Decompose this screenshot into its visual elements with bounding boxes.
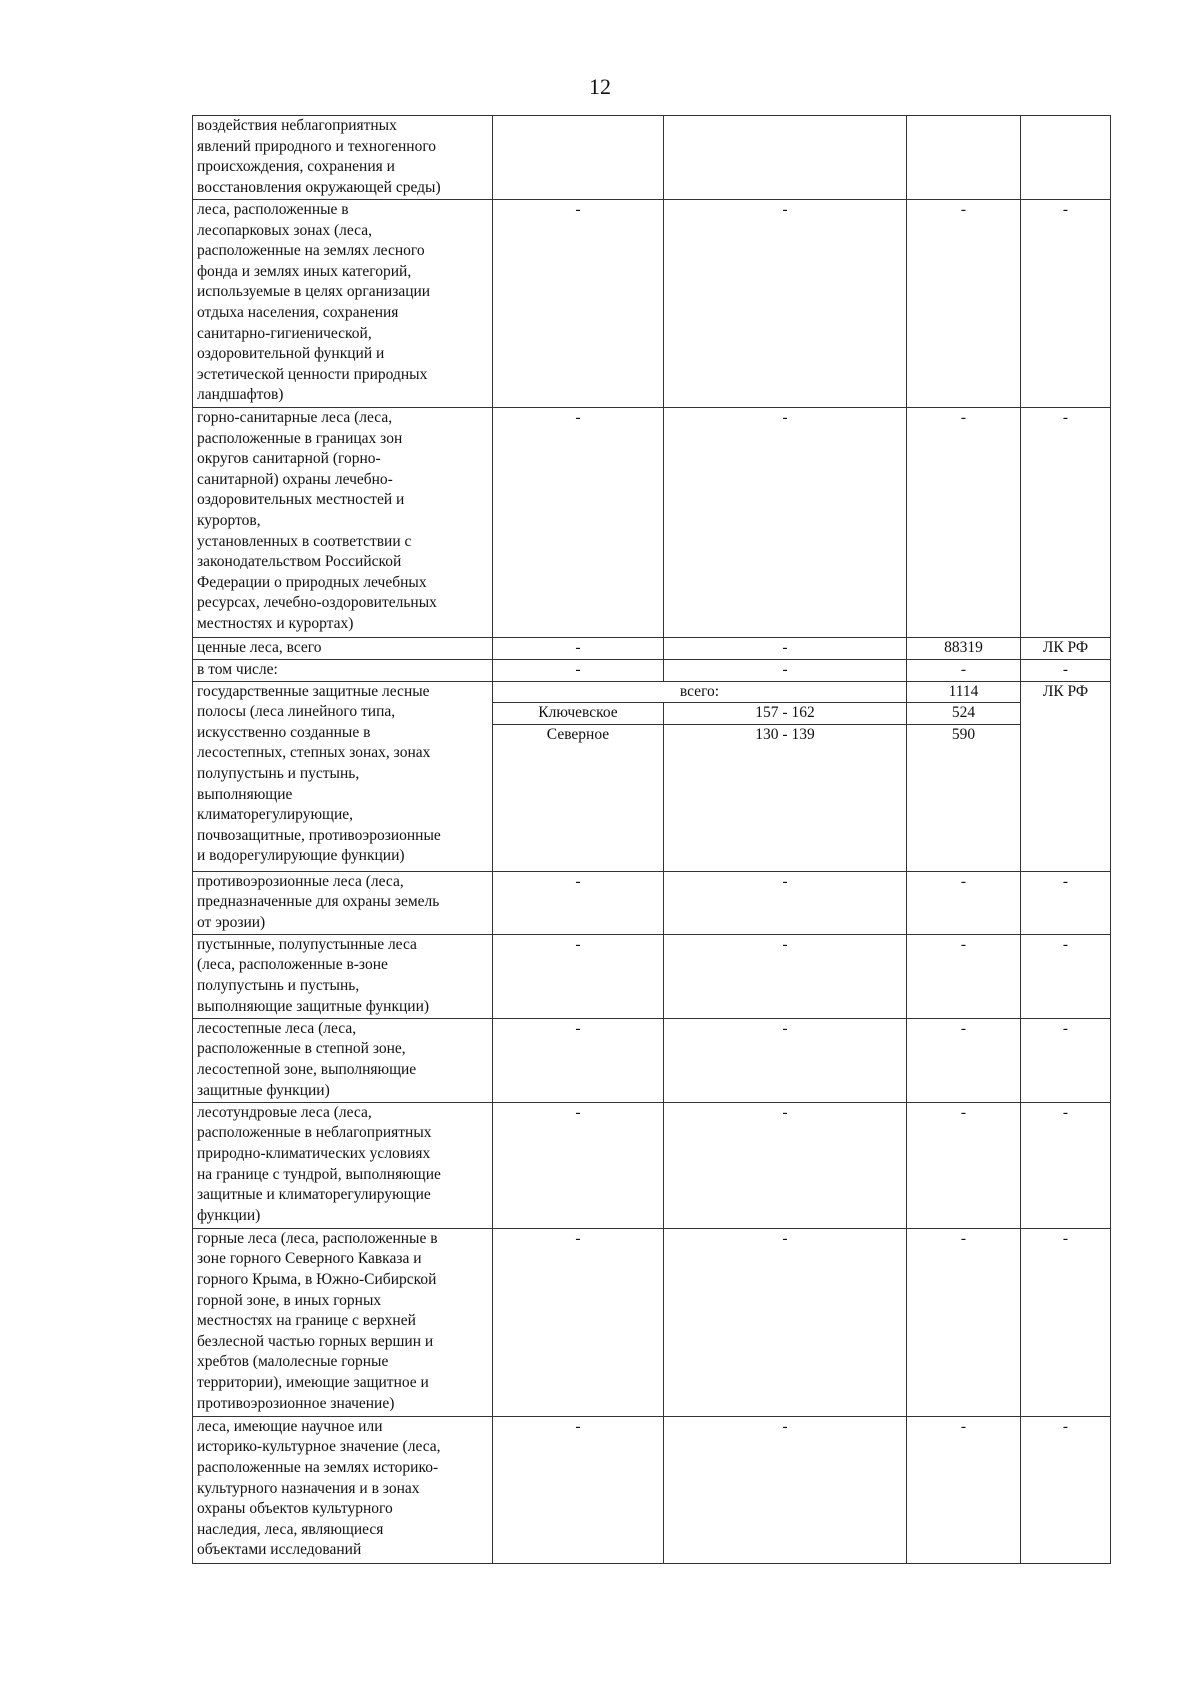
area-cell: 88319 [907, 638, 1021, 660]
forestry-cell: - [493, 1228, 664, 1416]
basis-cell [1021, 116, 1111, 200]
forestry-cell: - [493, 871, 664, 934]
quarters-cell: - [664, 871, 907, 934]
area-cell: - [907, 1018, 1021, 1102]
area-cell [907, 116, 1021, 200]
forestry-cell: - [493, 200, 664, 408]
area-cell: - [907, 871, 1021, 934]
table-row [193, 408, 1111, 638]
total-label: всего: [493, 681, 907, 703]
forestry-cell [493, 116, 664, 200]
table-row [193, 1102, 1111, 1228]
category-name: государственные защитные лесные полосы (леса линейного типа, искусственно созданные в лесостепных, степных зонах, зонах полупустынь и пустынь, выполняющие климаторегулирующие, почвозащитные, противоэрозионные и водорегулирующие функции) [193, 681, 493, 871]
quarters-cell: - [664, 200, 907, 408]
quarters-cell: 157 - 162 [664, 703, 907, 725]
area-cell: - [907, 1416, 1021, 1563]
area-cell: - [907, 934, 1021, 1018]
basis-cell: - [1021, 200, 1111, 408]
table-row [193, 660, 1111, 682]
quarters-cell: - [664, 660, 907, 682]
category-name: горно-санитарные леса (леса, расположенные в границах зон округов санитарной (горно- санитарной) охраны лечебно- оздоровительных местностей и курортов, установленных в соответствии с законодательством Российской Федерации о природных лечебных ресурсах, лечебно-оздоровительных местностях и курортах) [193, 408, 493, 638]
quarters-cell: 130 - 139 [664, 724, 907, 745]
area-cell: - [907, 408, 1021, 638]
forestry-cell: - [493, 1018, 664, 1102]
basis-cell: ЛК РФ [1021, 638, 1111, 660]
table-row [193, 116, 1111, 200]
table-row [193, 638, 1111, 660]
basis-cell: - [1021, 660, 1111, 682]
forestry-cell: Северное [493, 724, 664, 745]
category-name: пустынные, полупустынные леса (леса, расположенные в-зоне полупустынь и пустынь, выполняющие защитные функции) [193, 934, 493, 1018]
quarters-cell [664, 116, 907, 200]
area-cell: - [907, 1228, 1021, 1416]
quarters-cell: - [664, 408, 907, 638]
quarters-cell: - [664, 638, 907, 660]
quarters-cell: - [664, 934, 907, 1018]
quarters-cell: - [664, 1416, 907, 1563]
category-name: леса, расположенные в лесопарковых зонах (леса, расположенные на землях лесного фонда и землях иных категорий, используемые в целях организации отдыха населения, сохранения санитарно-гигиенической, оздоровительной функций и эстетической ценности природных ландшафтов) [193, 200, 493, 408]
area-cell: 524 [907, 703, 1021, 725]
category-name: противоэрозионные леса (леса, предназначенные для охраны земель от эрозии) [193, 871, 493, 934]
basis-cell: - [1021, 1228, 1111, 1416]
empty-cell [493, 745, 664, 871]
category-name: горные леса (леса, расположенные в зоне горного Северного Кавказа и горного Крыма, в Южно-Сибирской горной зоне, в иных горных местностях на границе с верхней безлесной частью горных вершин и хребтов (малолесные горные территории), имеющие защитное и противоэрозионное значение) [193, 1228, 493, 1416]
category-name: в том числе: [193, 660, 493, 682]
basis-cell: - [1021, 1416, 1111, 1563]
table-row [193, 871, 1111, 934]
empty-cell [664, 745, 907, 871]
forestry-cell: - [493, 934, 664, 1018]
area-cell: - [907, 660, 1021, 682]
forestry-cell: Ключевское [493, 703, 664, 725]
forestry-cell: - [493, 638, 664, 660]
area-cell: - [907, 1102, 1021, 1228]
category-name: леса, имеющие научное или историко-культурное значение (леса, расположенные на землях историко- культурного назначения и в зонах охраны объектов культурного наследия, леса, являющиеся объектами исследований [193, 1416, 493, 1563]
basis-cell: - [1021, 934, 1111, 1018]
area-cell: - [907, 200, 1021, 408]
empty-cell [907, 745, 1021, 871]
forestry-cell: - [493, 660, 664, 682]
category-name: лесотундровые леса (леса, расположенные в неблагоприятных природно-климатических условиях на границе с тундрой, выполняющие защитные и климаторегулирующие функции) [193, 1102, 493, 1228]
quarters-cell: - [664, 1102, 907, 1228]
category-name: ценные леса, всего [193, 638, 493, 660]
table-row [193, 681, 1111, 703]
table-row [193, 934, 1111, 1018]
category-name: воздействия неблагоприятных явлений природного и техногенного происхождения, сохранения и восстановления окружающей среды) [193, 116, 493, 200]
basis-cell: - [1021, 408, 1111, 638]
forest-categories-table [192, 115, 1111, 1564]
category-name: лесостепные леса (леса, расположенные в степной зоне, лесостепной зоне, выполняющие защитные функции) [193, 1018, 493, 1102]
basis-cell: - [1021, 1018, 1111, 1102]
forestry-cell: - [493, 1102, 664, 1228]
basis-cell: ЛК РФ [1021, 681, 1111, 871]
table-row [193, 200, 1111, 408]
basis-cell: - [1021, 871, 1111, 934]
quarters-cell: - [664, 1228, 907, 1416]
table-row [193, 1018, 1111, 1102]
basis-cell: - [1021, 1102, 1111, 1228]
forestry-cell: - [493, 408, 664, 638]
forestry-cell: - [493, 1416, 664, 1563]
page-number: 12 [589, 74, 611, 99]
total-area: 1114 [907, 681, 1021, 703]
area-cell: 590 [907, 724, 1021, 745]
table-row [193, 1416, 1111, 1563]
table-row [193, 1228, 1111, 1416]
quarters-cell: - [664, 1018, 907, 1102]
